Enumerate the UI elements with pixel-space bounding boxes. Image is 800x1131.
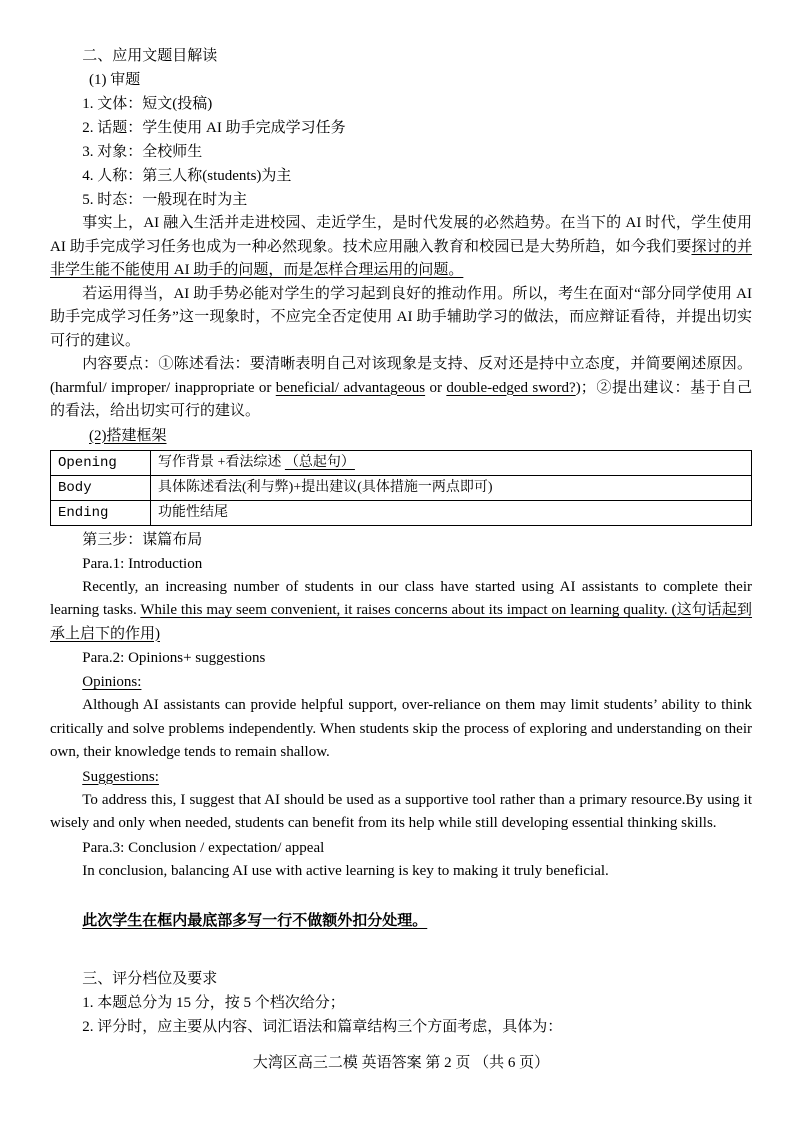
paragraph-suggestions: To address this, I suggest that AI should be used as a supportive tool rather than a primary resource.By using it wisely and only when needed, students can benefit from its help while still developing essential thinking skills. bbox=[50, 791, 752, 831]
framework-heading bbox=[50, 424, 752, 448]
suggestions-heading bbox=[50, 765, 752, 789]
content-points-seg5: )；②提出建议：基于自己的看法，给出切实可行的建议。 bbox=[50, 379, 752, 419]
framework-heading-label: (2)搭建框架 bbox=[89, 427, 167, 444]
introduction-text: Recently, an increasing number of students in our class have started using AI assistants to complete their learning tasks. bbox=[50, 578, 752, 618]
paragraph-background-text: 事实上，AI 融入生活并走进校园、走近学生，是时代发展的必然趋势。在当下的 AI 时代，学生使用 AI 助手完成学习任务也成为一种必然现象。技术应用融入教育和校园已是大势所趋，如今我们要 bbox=[50, 215, 752, 255]
analysis-item-person: 4. 人称：第三人称(students)为主 bbox=[82, 168, 292, 184]
content-points-underlined-beneficial: beneficial/ advantageous bbox=[275, 379, 426, 396]
content-points-underlined-sword: double-edged sword? bbox=[446, 379, 576, 396]
framework-value-opening bbox=[151, 450, 752, 475]
framework-value-body-text: 具体陈述看法(利与弊)+提出建议(具体措施一两点即可) bbox=[158, 479, 493, 495]
framework-value-opening-text: 写作背景 +看法综述 bbox=[158, 454, 285, 470]
para1-label: Para.1: Introduction bbox=[82, 555, 203, 572]
framework-row-opening bbox=[51, 450, 752, 475]
paragraph-proper-use: 若运用得当，AI 助手势必能对学生的学习起到良好的推动作用。所以，考生在面对“部分同学使用 AI 助手完成学习任务”这一现象时，不应完全否定使用 AI 助手辅助学习的做法，而应辩证看待，并提出切实可行的建议。 bbox=[50, 285, 752, 349]
paragraph-content-points bbox=[50, 353, 752, 424]
framework-table bbox=[50, 450, 752, 526]
framework-value-opening-underline: （总起句） bbox=[284, 454, 355, 470]
page-footer: 大湾区高三二模 英语答案 第 2 页 （共 6 页） bbox=[252, 1055, 550, 1071]
paragraph-background bbox=[50, 212, 752, 283]
framework-key-opening: Opening bbox=[51, 450, 151, 475]
para3-label: Para.3: Conclusion / expectation/ appeal bbox=[82, 839, 325, 856]
paragraph-opinions: Although AI assistants can provide helpful support, over-reliance on them may limit students’ ability to think critically and solve problems independently. When students skip the process of exploring and understanding on their own, their knowledge tends to remain shallow. bbox=[50, 697, 752, 760]
paragraph-introduction bbox=[50, 576, 752, 647]
content-points-seg3: or bbox=[425, 379, 447, 396]
introduction-underlined-text: While this may seem convenient, it raises concerns about its impact on learning quality. (这句话起到承上启下的作用) bbox=[50, 602, 753, 642]
grading-note-line bbox=[50, 909, 752, 933]
framework-row-body bbox=[51, 475, 752, 500]
opinions-heading bbox=[50, 670, 752, 694]
analysis-item-audience: 3. 对象：全校师生 bbox=[82, 144, 203, 160]
analysis-item-topic: 2. 话题：学生使用 AI 助手完成学习任务 bbox=[82, 120, 346, 136]
framework-value-ending-text: 功能性结尾 bbox=[158, 504, 228, 520]
framework-value-body bbox=[151, 475, 752, 500]
paragraph-conclusion: In conclusion, balancing AI use with active learning is key to making it truly beneficial. bbox=[82, 862, 609, 879]
section3-title: 三、评分档位及要求 bbox=[82, 971, 218, 987]
analysis-item-genre: 1. 文体：短文(投稿) bbox=[82, 96, 213, 112]
content-points-seg1: 内容要点：①陈述看法：要清晰表明自己对该现象是支持、反对还是持中立态度，并简要阐述原因。(harmful/ improper/ inappropriate or bbox=[50, 356, 752, 396]
analysis-item-tense: 5. 时态：一般现在时为主 bbox=[82, 192, 248, 208]
section3-item-total-score: 1. 本题总分为 15 分，按 5 个档次给分； bbox=[82, 995, 345, 1011]
step3-title: 第三步：谋篇布局 bbox=[82, 531, 203, 548]
suggestions-label: Suggestions: bbox=[82, 768, 159, 785]
framework-key-body: Body bbox=[51, 475, 151, 500]
section2-title: 二、应用文题目解读 bbox=[82, 48, 218, 64]
para2-label: Para.2: Opinions+ suggestions bbox=[82, 650, 266, 666]
section3-item-criteria: 2. 评分时，应主要从内容、词汇语法和篇章结构三个方面考虑，具体为： bbox=[82, 1019, 563, 1035]
section2-subtitle: (1) 审题 bbox=[89, 72, 141, 88]
framework-row-ending bbox=[51, 500, 752, 525]
grading-note: 此次学生在框内最底部多写一行不做额外扣分处理。 bbox=[82, 913, 428, 929]
opinions-label: Opinions: bbox=[82, 674, 142, 690]
framework-value-ending bbox=[151, 500, 752, 525]
framework-key-ending: Ending bbox=[51, 500, 151, 525]
paragraph-background-underlined-text: 探讨的并非学生能不能使用 AI 助手的问题，而是怎样合理运用的问题。 bbox=[50, 238, 752, 278]
